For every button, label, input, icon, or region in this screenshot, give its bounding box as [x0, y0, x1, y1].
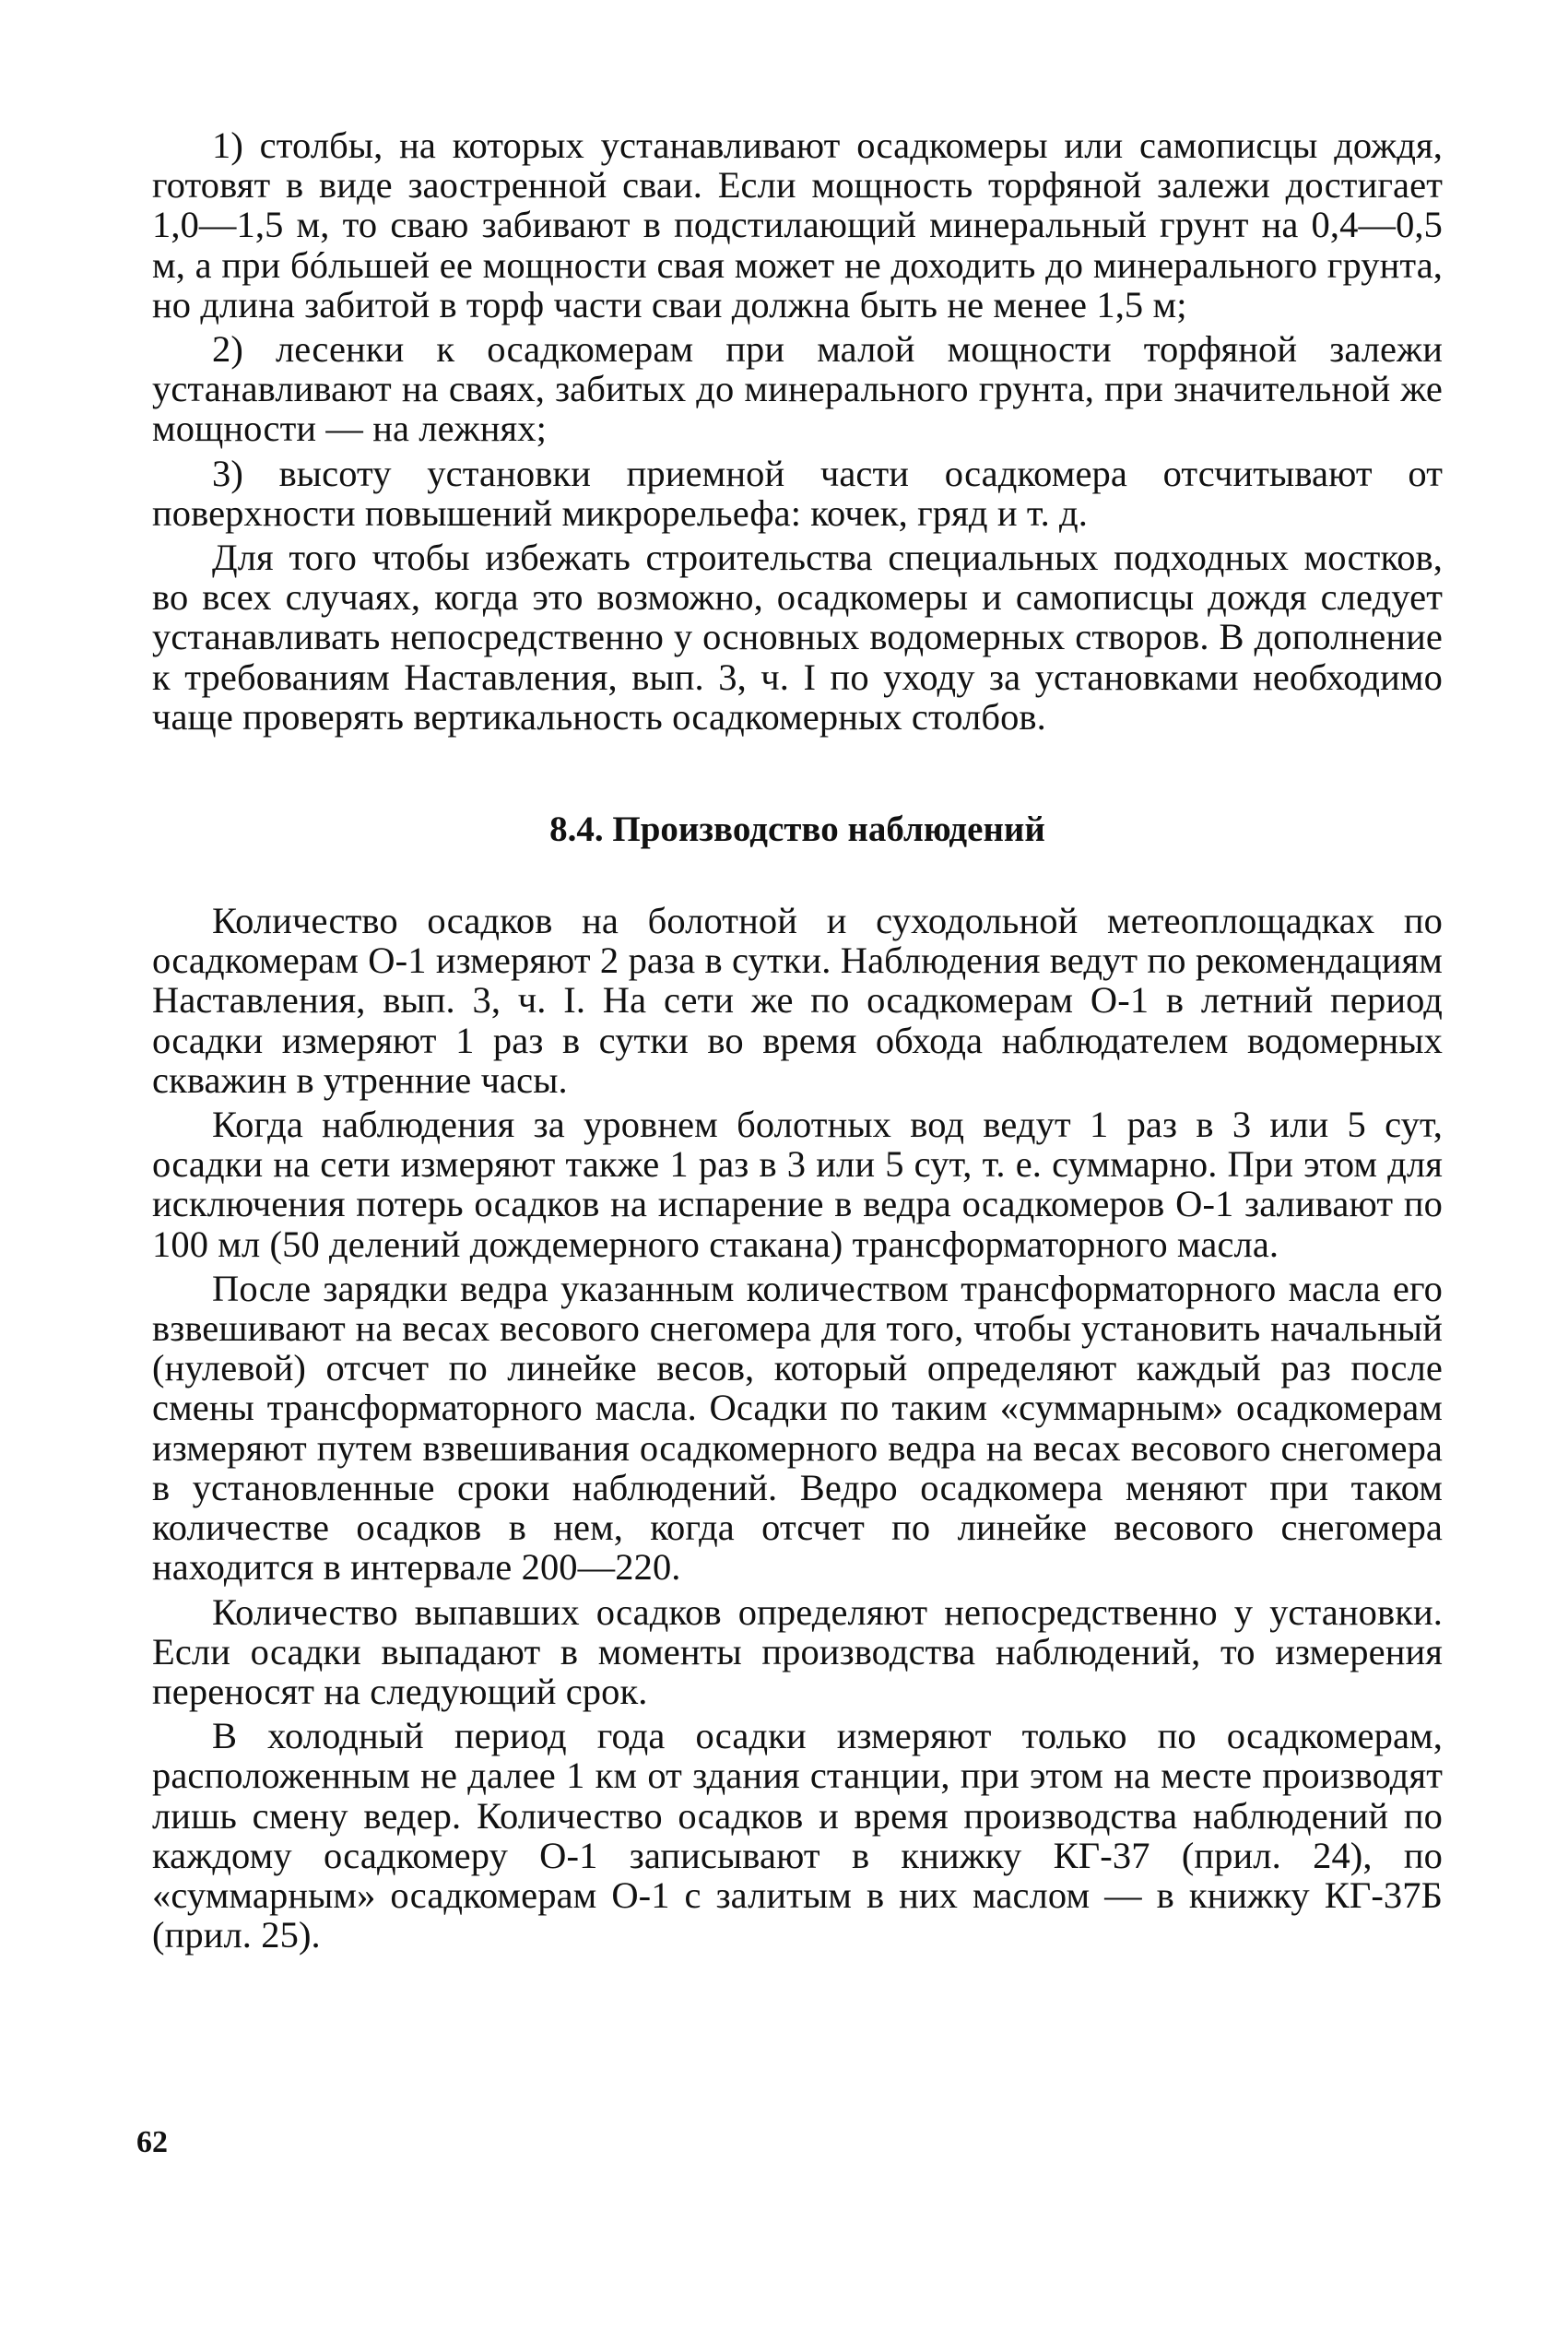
- paragraph: После зарядки ведра указанным количеством трансформаторного масла его взвешивают на весах весового снегомера для того, чтобы установить начальный (нулевой) отсчет по линейке весов, который определяют каждый раз после смены трансформаторного масла. Осадки по таким «суммарным» осадкомерам измеряют путем взвешивания осадкомерного ведра на весах весового снегомера в установленные сроки наблюдений. Ведро осадкомера меняют при таком количестве осадков в нем, когда отсчет по линейке весового снегомера находится в интервале 200—220.: [152, 1267, 1443, 1589]
- paragraph: В холодный период года осадки измеряют только по осадкомерам, расположенным не далее 1 км от здания станции, при этом на месте производят лишь смену ведер. Количество осадков и время производства наблюдений по каждому осадкомеру О-1 записывают в книжку КГ-37 (прил. 24), по «суммарным» осадкомерам О-1 с залитым в них маслом — в книжку КГ-37Б (прил. 25).: [152, 1715, 1443, 1956]
- paragraph: Для того чтобы избежать строительства специальных подходных мостков, во всех случаях, когда это возможно, осадкомеры и самописцы дождя следует устанавливать непосредственно у основных водомерных створов. В дополнение к требованиям Наставления, вып. 3, ч. I по уходу за установками необходимо чаще проверять вертикальность осадкомерных столбов.: [152, 537, 1443, 738]
- paragraph: Количество осадков на болотной и суходольной метеоплощадках по осадкомерам О-1 измеряют 2 раза в сутки. Наблюдения ведут по рекомендациям Наставления, вып. 3, ч. I. На сети же по осадкомерам О-1 в летний период осадки измеряют 1 раз в сутки во время обхода наблюдателем водомерных скважин в утренние часы.: [152, 900, 1443, 1101]
- list-item-1: 1) столбы, на которых устанавливают осадкомеры или самописцы дождя, готовят в виде заостренной сваи. Если мощность торфяной залежи достигает 1,0—1,5 м, то сваю забивают в подстилающий минеральный грунт на 0,4—0,5 м, а при бóльшей ее мощности свая может не доходить до минерального грунта, но длина забитой в торф части сваи должна быть не менее 1,5 м;: [152, 124, 1443, 325]
- list-item-3: 3) высоту установки приемной части осадкомера отсчитывают от поверхности повышений микрорельефа: кочек, гряд и т. д.: [152, 452, 1443, 534]
- page-number: 62: [136, 2125, 168, 2159]
- page-body: [152, 125, 1443, 1959]
- section-heading: 8.4. Производство наблюдений: [549, 809, 1045, 850]
- paragraph: Количество выпавших осадков определяют непосредственно у установки. Если осадки выпадают в моменты производства наблюдений, то измерения переносят на следующий срок.: [152, 1590, 1443, 1712]
- list-item-2: 2) лесенки к осадкомерам при малой мощности торфяной залежи устанавливают на сваях, забитых до минерального грунта, при значительной же мощности — на лежнях;: [152, 328, 1443, 450]
- paragraph: Когда наблюдения за уровнем болотных вод ведут 1 раз в 3 или 5 сут, осадки на сети измеряют также 1 раз в 3 или 5 сут, т. е. суммарно. При этом для исключения потерь осадков на испарение в ведра осадкомеров О-1 заливают по 100 мл (50 делений дождемерного стакана) трансформаторного масла.: [152, 1104, 1443, 1265]
